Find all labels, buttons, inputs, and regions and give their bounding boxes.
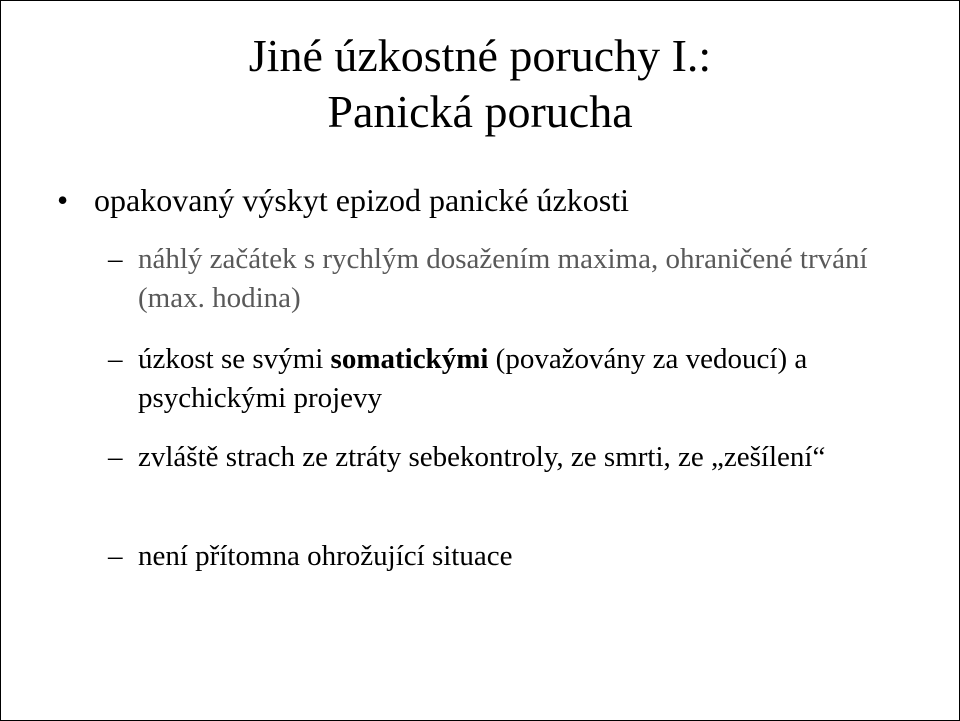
sub-item-no-threat [108, 537, 928, 576]
sub-item-fears [108, 438, 928, 477]
sub-item-text: náhlý začátek s rychlým dosažením maxima, ohraničené trvání (max. hodina) [138, 243, 868, 314]
title-line-1: Jiné úzkostné poruchy I.: [248, 30, 712, 81]
sub-item-symptoms [108, 340, 928, 418]
sub-item-text-bold: somatickými [330, 343, 489, 375]
sub-item-text [138, 340, 928, 418]
sub-item-text-after: (považovány za vedoucí) a psychickými projevy [138, 343, 808, 414]
bullet-text: opakovaný výskyt epizod panické úzkosti [94, 182, 629, 218]
dash-icon: – [108, 343, 123, 375]
dash-icon: – [108, 243, 123, 275]
sub-item-onset [108, 240, 928, 318]
dash-icon: – [108, 540, 123, 572]
sub-item-text: není přítomna ohrožující situace [138, 540, 513, 572]
title-line-2: Panická porucha [327, 86, 633, 137]
dash-icon: – [108, 441, 123, 473]
sub-item-text: zvláště strach ze ztráty sebekontroly, ze smrti, ze „zešílení“ [138, 441, 826, 473]
bullet-dot-icon: • [57, 182, 69, 218]
bullet-item [57, 180, 629, 220]
sub-item-text-before: úzkost se svými [138, 343, 331, 375]
